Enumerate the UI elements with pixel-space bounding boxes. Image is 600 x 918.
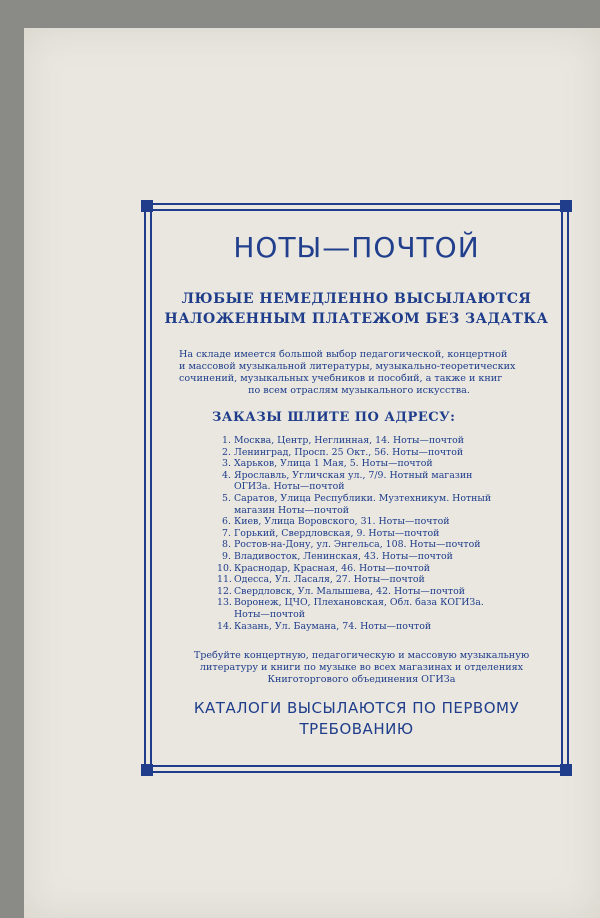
intro-line: На складе имеется большой выбор педагогической, концертной	[179, 349, 508, 360]
list-item	[217, 458, 502, 470]
list-item	[217, 574, 502, 586]
intro-line: сочинений, музыкальных учебников и пособий, а также и книг	[179, 373, 503, 384]
item-text: Краснодар, Красная, 46. Ноты—почтой	[234, 562, 431, 574]
item-text: Свердловск, Ул. Малышева, 42. Ноты—почтой	[234, 585, 466, 597]
address-list	[217, 435, 502, 632]
intro-line: по всем отраслям музыкального искусства.	[248, 385, 470, 396]
intro-paragraph	[179, 349, 539, 397]
subtitle-line: ЛЮБЫЕ НЕМЕДЛЕННО ВЫСЫЛАЮТСЯ	[181, 291, 532, 307]
request-paragraph	[174, 650, 549, 686]
item-number: 5.	[222, 492, 231, 504]
paper-sheet	[24, 28, 600, 918]
list-item	[217, 597, 502, 620]
orders-heading: ЗАКАЗЫ ШЛИТЕ ПО АДРЕСУ:	[212, 410, 456, 425]
decorative-frame	[144, 203, 569, 773]
item-number: 10.	[217, 562, 232, 574]
item-text: Москва, Центр, Неглинная, 14. Ноты—почтой	[234, 435, 465, 446]
item-number: 9.	[222, 550, 231, 562]
page-title: НОТЫ—ПОЧТОЙ	[233, 231, 480, 264]
item-text: Харьков, Улица 1 Мая, 5. Ноты—почтой	[234, 458, 433, 470]
item-text: Горький, Свердловская, 9. Ноты—почтой	[234, 527, 440, 539]
list-item	[217, 563, 502, 575]
item-number: 4.	[222, 469, 231, 481]
catalog-notice	[144, 698, 569, 740]
list-item	[217, 470, 502, 493]
frame-bottom-line	[150, 771, 563, 773]
list-item	[217, 528, 502, 540]
item-text: Воронеж, ЦЧО, Плехановская, Обл. база КОГИЗа. Ноты—почтой	[234, 597, 484, 620]
request-line: Требуйте концертную, педагогическую и массовую музыкальную	[193, 650, 530, 661]
list-item	[217, 516, 502, 528]
item-text: Ростов-на-Дону, ул. Энгельса, 108. Ноты—почтой	[234, 539, 481, 551]
frame-corner-top-left	[141, 200, 153, 212]
catalog-line: ТРЕБОВАНИЮ	[299, 720, 414, 738]
item-text: Киев, Улица Воровского, 31. Ноты—почтой	[234, 516, 450, 528]
item-number: 3.	[222, 458, 231, 470]
item-number: 8.	[222, 539, 231, 551]
item-number: 11.	[217, 574, 232, 586]
frame-bottom-inner-line	[150, 765, 563, 767]
item-text: Ленинград, Просп. 25 Окт., 56. Ноты—почтой	[234, 446, 464, 458]
item-number: 2.	[222, 446, 231, 458]
intro-line: и массовой музыкальной литературы, музыкально-теоретических	[179, 361, 516, 372]
item-number: 6.	[222, 516, 231, 528]
frame-top-line	[150, 203, 563, 205]
item-text: Саратов, Улица Республики. Музтехникум. Нотный магазин Ноты—почтой	[234, 492, 492, 516]
item-text: Владивосток, Ленинская, 43. Ноты—почтой	[234, 550, 453, 562]
list-item	[217, 551, 502, 563]
list-item	[217, 621, 502, 633]
list-item	[217, 586, 502, 598]
item-text: Одесса, Ул. Ласаля, 27. Ноты—почтой	[234, 574, 425, 586]
request-line: литературу и книги по музыке во всех магазинах и отделениях	[199, 662, 524, 673]
list-item	[217, 539, 502, 551]
list-item	[217, 435, 502, 447]
request-line: Книготоргового объединения ОГИЗа	[267, 674, 456, 685]
list-item	[217, 447, 502, 459]
frame-top-inner-line	[150, 209, 563, 211]
item-text: Ярославль, Угличская ул., 7/9. Нотный магазин ОГИЗа. Ноты—почтой	[234, 469, 473, 493]
subtitle	[144, 289, 569, 329]
item-number: 12.	[217, 585, 232, 597]
item-text: Казань, Ул. Баумана, 74. Ноты—почтой	[234, 620, 432, 632]
item-number: 13.	[217, 597, 232, 609]
item-number: 7.	[222, 527, 231, 539]
frame-corner-bottom-left	[141, 764, 153, 776]
catalog-line: КАТАЛОГИ ВЫСЫЛАЮТСЯ ПО ПЕРВОМУ	[193, 699, 520, 717]
list-item	[217, 493, 502, 516]
item-number: 14.	[217, 620, 232, 632]
subtitle-line: НАЛОЖЕННЫМ ПЛАТЕЖОМ БЕЗ ЗАДАТКА	[164, 311, 549, 327]
frame-corner-top-right	[560, 200, 572, 212]
frame-corner-bottom-right	[560, 764, 572, 776]
item-number: 1.	[222, 435, 231, 446]
